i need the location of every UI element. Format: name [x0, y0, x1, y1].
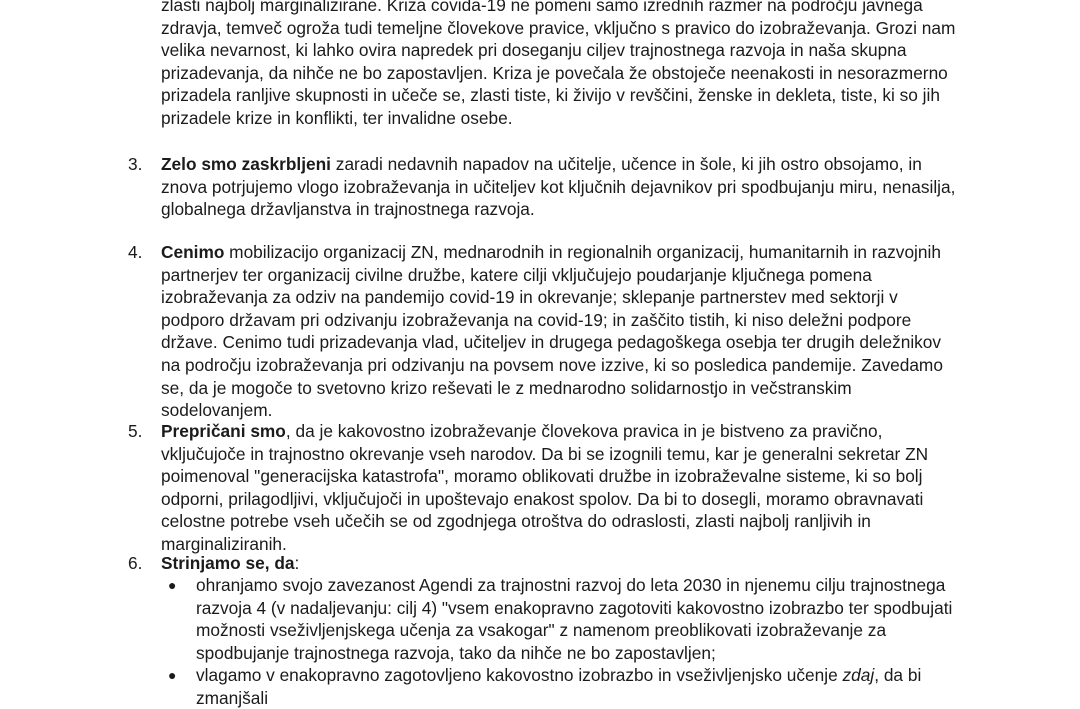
- item-body: :: [294, 553, 300, 573]
- item-body: mobilizacijo organizacij ZN, mednarodnih in regionalnih organizacij, humanitarnih in razvojnih partnerjev ter organizacij civilne družbe, katere cilji vključujejo poudarjanje ključnega pomena izobraževanja za odziv na pandemijo covid-19 in okrevanje; sklepanje partnerstev med sektorji v podporo državam pri odzivanju izobraževanja na covid-19; in zaščito tistih, ki niso deležni podpore države. Cenimo tudi prizadevanja vlad, učiteljev in drugega pedagoškega osebja ter drugih deležnikov na področju izobraževanja pri odzivanju na povsem nove izzive, ki so posledica pandemije. Zavedamo se, da je mogoče to svetovno krizo reševati le z mednarodno solidarnostjo in večstranskim sodelovanjem.: [161, 242, 943, 421]
- continued-paragraph: zlasti najbolj marginalizirane. Kriza covida-19 ne pomeni samo izrednih razmer na področju javnega zdravja, temveč ogroža tudi temeljne človekove pravice, vključno s pravico do izobraževanja. Grozi nam velika nevarnost, ki lahko ovira napredek pri doseganju ciljev trajnostnega razvoja in naša skupna prizadevanja, da nihče ne bo zapostavljen. Kriza je povečala že obstoječe neenakosti in nesorazmerno prizadela ranljive skupnosti in učeče se, zlasti tiste, ki živijo v revščini, ženske in dekleta, tiste, ki so jih prizadele krize in konflikti, ter invalidne osebe.: [161, 0, 956, 128]
- item-text: [161, 552, 961, 575]
- item-number: 6.: [128, 553, 143, 573]
- bullet-text-after: , da bi zmanjšali: [196, 665, 922, 708]
- item-text: [161, 153, 961, 221]
- item-lead: Strinjamo se, da: [161, 553, 295, 573]
- item-lead: Prepričani smo: [161, 421, 286, 441]
- bullet-icon: ●: [168, 667, 177, 683]
- item-lead: Cenimo: [161, 242, 225, 262]
- bullet-text-before: vlagamo v enakopravno zagotovljeno kakovostno izobrazbo in vseživljenjsko učenje: [196, 665, 843, 685]
- bullet-icon: ●: [168, 577, 177, 593]
- item-body: zaradi nedavnih napadov na učitelje, učence in šole, ki jih ostro obsojamo, in znova potrjujemo vlogo izobraževanja in učiteljev kot ključnih dejavnikov pri spodbujanju miru, nenasilja, globalnega državljanstva in trajnostnega razvoja.: [161, 154, 956, 220]
- bullet-text-emphasis: zdaj: [842, 665, 875, 685]
- item-lead: Zelo smo zaskrbljeni: [161, 154, 331, 174]
- item-number: 3.: [128, 154, 143, 174]
- bullet-text: ohranjamo svojo zavezanost Agendi za trajnostni razvoj do leta 2030 in njenemu cilju trajnostnega razvoja 4 (v nadaljevanju: cilj 4) "vsem enakopravno zagotoviti kakovostno izobrazbo ter spodbujati možnosti vseživljenjskega učenja za vsakogar" z namenom preoblikovati izobraževanje za spodbujanje trajnostnega razvoja, tako da nihče ne bo zapostavljen;: [196, 575, 953, 663]
- bullet-text: [196, 664, 966, 709]
- item-number: 5.: [128, 421, 143, 441]
- item-body: , da je kakovostno izobraževanje človekova pravica in je bistveno za pravično, vključujoče in trajnostno okrevanje vseh narodov. Da bi se izognili temu, kar je generalni sekretar ZN poimenoval "generacijska katastrofa", moramo oblikovati družbe in izobraževalne sisteme, ki so bolj odporni, prilagodljivi, vključujoči in upoštevajo enakost spolov. Da bi to dosegli, moramo obravnavati celostne potrebe vseh učečih se od zgodnjega otroštva do odraslosti, zlasti najbolj ranljivih in marginaliziranih.: [161, 421, 929, 554]
- item-number: 4.: [128, 242, 143, 262]
- item-text: [161, 420, 961, 556]
- item-text: [161, 241, 961, 422]
